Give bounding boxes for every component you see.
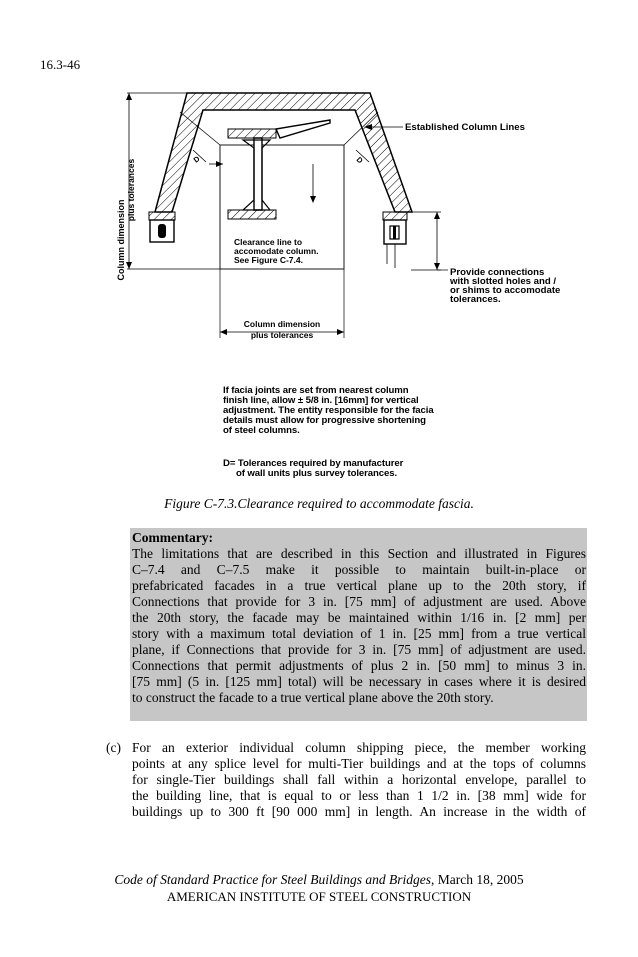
horizontal-dimension-label: Column dimension <box>243 319 321 329</box>
right-connection-unit <box>383 212 407 268</box>
note-line: of steel columns. <box>223 425 300 436</box>
facia-joint-note <box>223 386 434 436</box>
commentary-line: C–7.4 and C–7.5 make it possible to maintain built-in-place or <box>132 562 586 577</box>
commentary-line: the 20th story, the facade may be maintained within 1/16 in. [2 mm] per <box>132 610 586 625</box>
commentary-line: [75 mm] (5 in. [125 mm] total) will be necessary in cases where it is desired <box>132 674 586 689</box>
established-column-lines-label: Established Column Lines <box>405 122 525 133</box>
item-c-line: the building line, that is equal to or less than 1 1/2 in. [38 mm] wide for <box>132 788 586 803</box>
tolerance-legend <box>223 459 403 479</box>
provide-label-2: with slotted holes and / <box>450 276 557 287</box>
d-label-left: D <box>191 154 202 165</box>
horizontal-tolerance-label: plus tolerances <box>250 330 314 340</box>
commentary-line: Connections that permit adjustments of plus 2 in. [50 mm] to minus 3 in. <box>132 658 586 673</box>
footer-title <box>0 872 638 888</box>
figure-caption: Figure C-7.3.Clearance required to accommodate fascia. <box>164 496 474 511</box>
left-connection-unit <box>149 212 175 242</box>
clearance-label-3: See Figure C-7.4. <box>234 255 303 265</box>
commentary-line: Connections that provide for 3 in. [75 mm] of adjustment are used. Above <box>132 594 586 609</box>
item-c-line: For an exterior individual column shipping piece, the member working <box>132 740 586 755</box>
legend-line: D= Tolerances required by manufacturer <box>223 458 404 469</box>
commentary-line: plane, if Connections that provide for 3 in. [75 mm] of adjustment are used. <box>132 642 586 657</box>
commentary-line: to construct the facade to a true vertical plane above the 20th story. <box>132 690 494 705</box>
fascia-wall-band <box>155 93 412 212</box>
list-marker-c: (c) <box>106 740 121 755</box>
item-c-line: for single-Tier buildings shall fall within a horizontal envelope, parallel to <box>132 772 586 787</box>
footer-date: , March 18, 2005 <box>431 872 524 887</box>
provide-label-4: tolerances. <box>450 294 501 305</box>
wide-flange-column <box>228 120 330 219</box>
page-number: 16.3-46 <box>40 57 81 72</box>
provide-label-3: or shims to accomodate <box>450 285 561 296</box>
provide-label-1: Provide connections <box>450 267 545 278</box>
footer-document-title: Code of Standard Practice for Steel Buildings and Bridges <box>114 872 432 887</box>
note-line: details must allow for progressive shortening <box>223 415 426 426</box>
note-line: finish line, allow ± 5/8 in. [16mm] for vertical <box>223 395 419 406</box>
d-label-right: D <box>354 155 365 166</box>
commentary-line: The limitations that are described in this Section and illustrated in Figures <box>132 546 586 561</box>
note-line: adjustment. The entity responsible for the facia <box>223 405 434 416</box>
footer-organization: AMERICAN INSTITUTE OF STEEL CONSTRUCTION <box>166 889 472 904</box>
legend-line: of wall units plus survey tolerances. <box>236 468 398 479</box>
commentary-heading: Commentary: <box>132 530 213 545</box>
vertical-tolerance-label: plus tolerances <box>126 158 136 222</box>
item-c-line: buildings up to 300 ft [90 000 mm] in length. An increase in the width of <box>132 804 586 819</box>
note-line: If facia joints are set from nearest column <box>223 385 409 396</box>
clearance-label-1: Clearance line to <box>234 237 303 247</box>
commentary-line: prefabricated facades in a true vertical plane up to the 20th story, if <box>132 578 586 593</box>
clearance-label-2: accomodate column. <box>234 246 319 256</box>
commentary-line: story with a maximum total deviation of 1 in. [25 mm] from a true vertical <box>132 626 586 641</box>
vertical-dimension-label: Column dimension <box>116 199 126 281</box>
item-c-line: points at any splice level for multi-Tier buildings and at the tops of columns <box>132 756 586 771</box>
